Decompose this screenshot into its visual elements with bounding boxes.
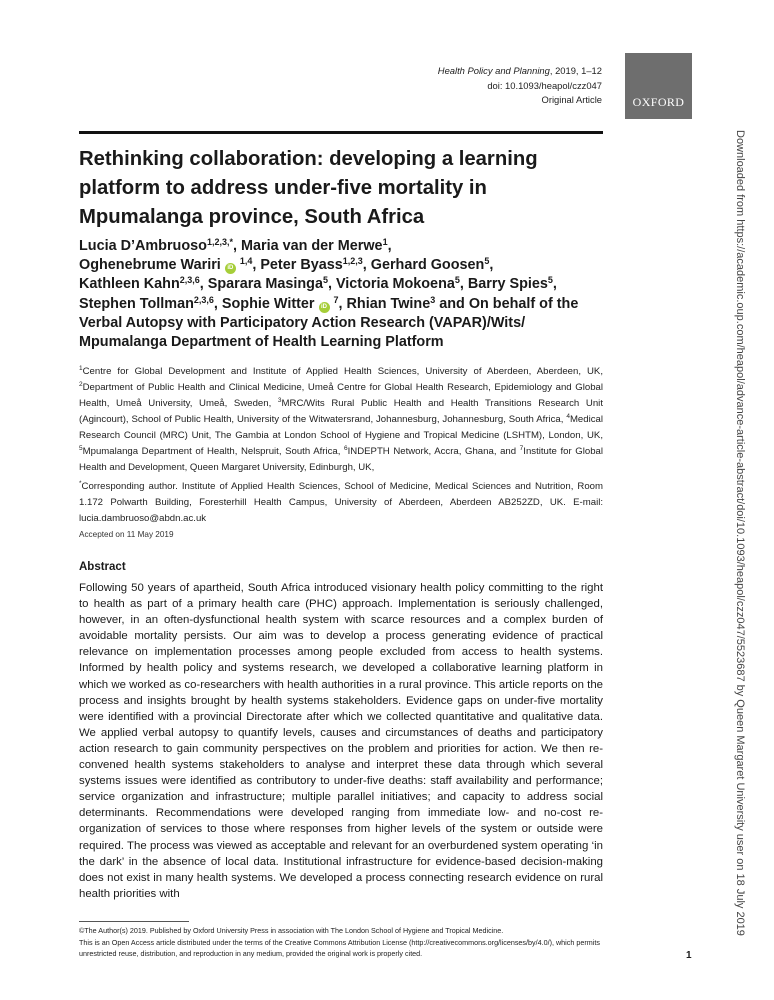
abstract-text: Following 50 years of apartheid, South Africa introduced visionary health policy committing to the right to health as part of a primary health care (PHC) approach. Implementation is seriously challenged, however, in an often-dysfunctional health system with scarce resources and a complex burden of avoidable mortality persists. Our aim was to develop a process generating evidence of practical relevance on implementation processes among people excluded from access to health systems. Informed by health policy and systems research, we developed a collaborative learning platform in which we worked as co-researchers with health authorities in a rural province. This article reports on the process and insights brought by health systems stakeholders. Evidence gaps on under-five mortality were identified with a provincial Directorate after which we collected quantitative and qualitative data. We applied verbal autopsy to quantify levels, causes and circumstances of deaths and participatory action research to gain community perspectives on the problem and priorities for action. We then re-convened health systems stakeholders to analyse and interpret these data through which several systems issues were identified as contributory to under-five deaths: staff availability and performance; service organization and infrastructure; multiple parallel initiatives; and capacity to address social determinants. Recommendations were developed ranging from immediate low- and no-cost re-organization of services to those where responses from higher levels of the system or outside were required. The process was viewed as acceptable and relevant for an overburdened system operating ‘in the dark’ in the absence of local data. Institutional infrastructure for evidence-based decision-making does not exist in many health systems. We developed a process connecting research evidence on rural health priorities with (79, 582, 603, 900)
affiliations: $^1$Centre for Global Development and Institute of Applied Health Sciences, University of Aberdeen, Aberdeen, UK, $^2$Department of Public Health and Clinical Medicine, Umeå Centre for Global Health Research, Epidemiology and Global Health, Umeå University, Umeå, Sweden, $^3$MRC/Wits Rural Public Health and Health Transitions Research Unit (Agincourt), School of Public Health, University of the Witwatersrand, Johannesburg, Johannesburg, South Africa, $^4$Medical Research Council (MRC) Unit, The Gambia at London School of Hygiene and Tropical Medicine (LSHTM), London, UK, $^5$Mpumalanga Department of Health, Nelspruit, South Africa, $^6$INDEPTH Network, Accra, Ghana, and $^7$Institute for Global Health and Development, Queen Margaret University, Edinburgh, UK, (79, 364, 604, 473)
copyright: ©The Author(s) 2019. Published by Oxford University Press in association with The London School of Hygiene and Tropical Medicine. (79, 926, 504, 935)
oxford-logo[interactable]: OXFORD (625, 53, 692, 119)
title-rule (79, 131, 603, 134)
corresponding-star: * (229, 237, 233, 247)
orcid-icon[interactable]: iD (225, 263, 236, 274)
author[interactable]: , Rhian Twine (338, 295, 431, 312)
author[interactable]: , Sophie Witter (213, 295, 315, 312)
license[interactable]: This is an Open Access article distributed under the terms of the Creative Commons Attribution License (http://creativecommons.org/licenses/by/4.0/), which permits unrestricted reuse, distribution, and reproduction in any medium, provided the original work is properly cited. (79, 937, 600, 958)
author[interactable]: Lucia D’Ambruoso (79, 238, 207, 254)
download-note[interactable]: Downloaded from https://academic.oup.com/heapol/advance-article-abstract/doi/10.1093/heapol/czz047/5523687 by Queen Margaret University user on 18 July 2019 (734, 130, 746, 936)
author-list: Lucia D’Ambruoso$^{1,2,3,*}$, Maria van der Merwe$^1$, Oghenebrume Wariri iD $^{1,4}$, Peter Byass$^{1,2,3}$, Gerhard Goosen$^5$, Kathleen Kahn$^{2,3,6}$, Sparara Masinga$^5$, Victoria Mokoena$^5$, Barry Spies$^5$, Stephen Tollman$^{2,3,6}$, Sophie Witter iD $^7$, Rhian Twine$^3$ and On behalf of the Verbal Autopsy with Participatory Action Research (VAPAR)/Wits/ Mpumalanga Department of Health Learning Platform (79, 237, 579, 351)
doi[interactable]: doi: 10.1093/heapol/czz047 (487, 79, 602, 91)
accepted-date: Accepted on 11 May 2019 (79, 530, 174, 539)
author[interactable]: , Peter Byass (252, 257, 343, 274)
corresponding-author-text[interactable]: Corresponding author. Institute of Applied Health Sciences, School of Medicine, Medical Sciences and Nutrition, Room 1.172 Polwarth Building, Foresterhill Health Campus, University of Aberdeen, Aberdeen AB252ZD, UK. E-mail: lucia.dambruoso@abdn.ac.uk (79, 481, 603, 524)
affiliation: Centre for Global Development and Institute of Applied Health Sciences, University of Aberdeen, Aberdeen, UK, (82, 366, 603, 377)
author[interactable]: Kathleen Kahn (79, 276, 180, 293)
affiliation: Mpumalanga Department of Health, Nelspruit, South Africa, (82, 446, 344, 457)
author[interactable]: , Barry Spies (459, 276, 548, 293)
author-tail: and On behalf of the Verbal Autopsy with Participatory Action Research (VAPAR)/Wits/ Mpumalanga Department of Health Learning Platform (79, 295, 579, 351)
corresponding-author: *Corresponding author. Institute of Applied Health Sciences, School of Medicine, Medical Sciences and Nutrition, Room 1.172 Polwarth Building, Foresterhill Health Campus, University of Aberdeen, Aberdeen AB252ZD, UK. E-mail: lucia.dambruoso@abdn.ac.uk (79, 479, 603, 524)
journal-citation: Health Policy and Planning, 2019, 1–12 (437, 65, 602, 76)
article-type: Original Article (541, 94, 602, 106)
affiliation: INDEPTH Network, Accra, Ghana, and (347, 446, 520, 457)
affiliation: MRC/Wits Rural Public Health and Health Transitions Research Unit (Agincourt), School of Public Health, University of the Witwatersrand, Johannesburg, Johannesburg, South Africa, (79, 398, 603, 425)
author[interactable]: , Sparara Masinga (199, 276, 323, 293)
author-sup: 1,2,3, (206, 237, 230, 247)
author[interactable]: Oghenebrume Wariri (79, 257, 221, 274)
author[interactable]: , Gerhard Goosen (362, 257, 485, 274)
author[interactable]: , Maria van der Merwe (232, 238, 383, 254)
page-number: 1 (686, 950, 692, 961)
author[interactable]: , Victoria Mokoena (327, 276, 455, 293)
article-title: Rethinking collaboration: developing a learning platform to address under-five mortality in Mpumalanga province, South Africa (79, 148, 538, 228)
footer-rule (79, 921, 189, 922)
footer (79, 925, 639, 960)
orcid-icon[interactable]: iD (319, 302, 330, 313)
journal-meta (438, 64, 602, 108)
author[interactable]: Stephen Tollman (79, 295, 194, 312)
journal-name[interactable]: Health Policy and Planning (437, 65, 550, 76)
abstract-heading: Abstract (79, 561, 126, 573)
affiliation: Medical Research Council (MRC) Unit, The Gambia at London School of Hygiene and Tropical Medicine (LSHTM), London, UK, (79, 414, 603, 441)
affiliation: Institute for Global Health and Development, Queen Margaret University, Edinburgh, UK, (79, 446, 604, 473)
affiliation: Department of Public Health and Clinical Medicine, Umeå Centre for Global Health Research, Epidemiology and Global Health, Umeå University, Umeå, Sweden, (79, 382, 603, 409)
